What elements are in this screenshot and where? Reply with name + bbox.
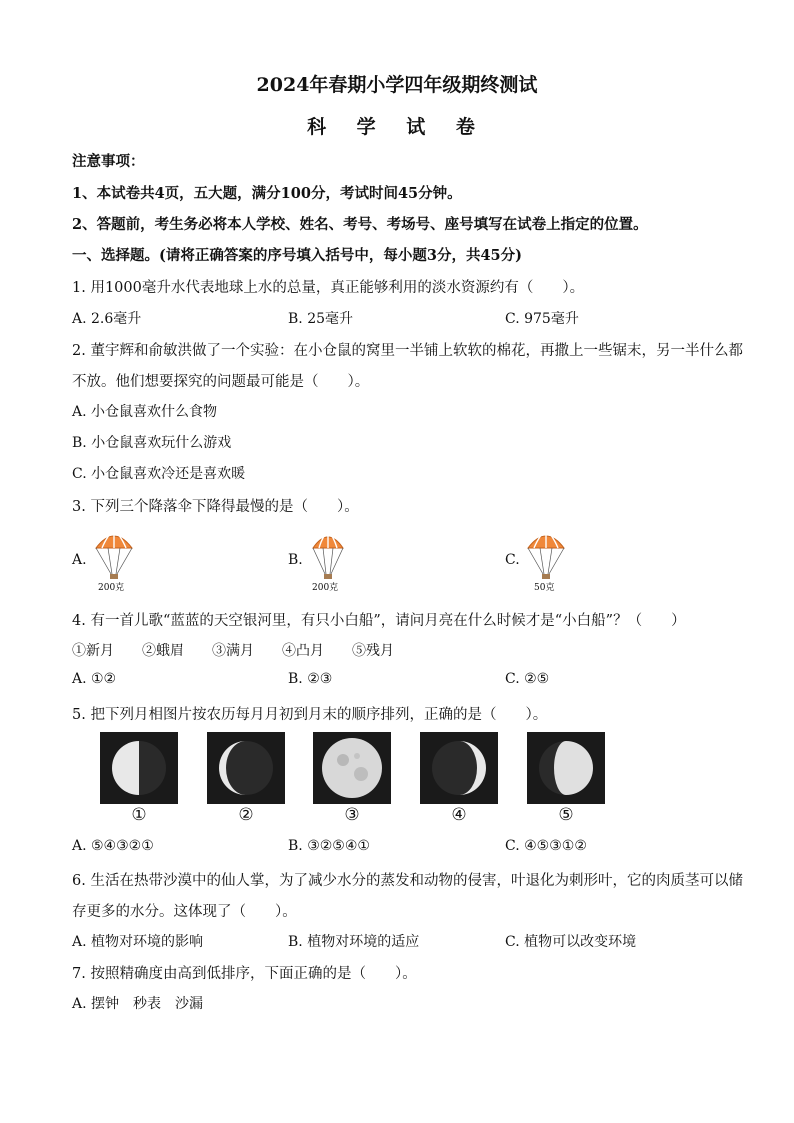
q1-option-a: A. 2.6毫升 bbox=[72, 311, 142, 327]
q2-option-a: A. 小仓鼠喜欢什么食物 bbox=[72, 404, 218, 420]
moon-first-quarter-icon bbox=[100, 732, 178, 804]
q6-stem-line1: 6. 生活在热带沙漠中的仙人掌，为了减少水分的蒸发和动物的侵害，叶退化为刺形叶，它的肉质茎可以储 bbox=[72, 873, 743, 889]
parachute-a-icon bbox=[94, 530, 134, 592]
q4-option-c: C. ②⑤ bbox=[505, 671, 550, 687]
q1-option-c: C. 975毫升 bbox=[505, 311, 579, 327]
q5-label-3: ③ bbox=[344, 805, 360, 825]
q5-label-5: ⑤ bbox=[558, 805, 574, 825]
q2-stem-line2: 不放。他们想要探究的问题最可能是（ ）。 bbox=[72, 374, 370, 390]
notice-item-1: 1、本试卷共4页，五大题，满分100分，考试时间45分钟。 bbox=[72, 185, 462, 202]
notice-item-2: 2、答题前，考生务必将本人学校、姓名、考号、考场号、座号填写在试卷上指定的位置。 bbox=[72, 216, 648, 233]
q7-stem: 7. 按照精确度由高到低排序，下面正确的是（ ）。 bbox=[72, 966, 417, 982]
q5-label-4: ④ bbox=[451, 805, 467, 825]
q4-stem: 4. 有一首儿歌“蓝蓝的天空银河里，有只小白船”，请问月亮在什么时候才是“小白船”？（ ） bbox=[72, 613, 686, 629]
q2-stem-line1: 2. 董宇辉和俞敏洪做了一个实验：在小仓鼠的窝里一半铺上软软的棉花，再撒上一些锯末，另一半什么都 bbox=[72, 343, 743, 359]
q5-option-a: A. ⑤④③②① bbox=[72, 838, 154, 854]
q6-option-a: A. 植物对环境的影响 bbox=[72, 934, 204, 950]
q6-option-c: C. 植物可以改变环境 bbox=[505, 934, 637, 950]
section-heading: 一、选择题。(请将正确答案的序号填入括号中，每小题3分，共45分) bbox=[72, 247, 522, 264]
q3-weight-c: 50克 bbox=[534, 583, 555, 593]
q5-stem: 5. 把下列月相图片按农历每月月初到月末的顺序排列，正确的是（ ）。 bbox=[72, 707, 548, 723]
q7-option-a: A. 摆钟 秒表 沙漏 bbox=[72, 996, 204, 1012]
q5-label-2: ② bbox=[238, 805, 254, 825]
q1-stem: 1. 用1000毫升水代表地球上水的总量，真正能够利用的淡水资源约有（ ）。 bbox=[72, 280, 585, 296]
parachute-b-icon bbox=[310, 530, 346, 592]
q5-option-b: B. ③②⑤④① bbox=[288, 838, 370, 854]
q6-stem-line2: 存更多的水分。这体现了（ ）。 bbox=[72, 904, 297, 920]
q1-option-b: B. 25毫升 bbox=[288, 311, 354, 327]
q3-option-a: A. bbox=[72, 552, 87, 568]
exam-title: 2024年春期小学四年级期终测试 bbox=[256, 74, 538, 96]
q6-option-b: B. 植物对环境的适应 bbox=[288, 934, 420, 950]
q3-stem: 3. 下列三个降落伞下降得最慢的是（ ）。 bbox=[72, 499, 359, 515]
q2-option-c: C. 小仓鼠喜欢冷还是喜欢暖 bbox=[72, 466, 246, 482]
notice-heading: 注意事项： bbox=[72, 153, 145, 170]
q3-weight-b: 200克 bbox=[312, 583, 339, 593]
parachute-c-icon bbox=[526, 530, 566, 592]
q4-choice-2: ②蛾眉 bbox=[142, 643, 184, 659]
moon-waxing-crescent-icon bbox=[420, 732, 498, 804]
q5-option-c: C. ④⑤③①② bbox=[505, 838, 587, 854]
q4-choice-3: ③满月 bbox=[212, 643, 254, 659]
q3-weight-a: 200克 bbox=[98, 583, 125, 593]
moon-waning-crescent-icon bbox=[207, 732, 285, 804]
q3-option-c: C. bbox=[505, 552, 520, 568]
q4-choice-1: ①新月 bbox=[72, 643, 114, 659]
q2-option-b: B. 小仓鼠喜欢玩什么游戏 bbox=[72, 435, 232, 451]
q5-label-1: ① bbox=[131, 805, 147, 825]
q3-option-b: B. bbox=[288, 552, 303, 568]
q4-choice-4: ④凸月 bbox=[282, 643, 324, 659]
moon-waning-gibbous-icon bbox=[527, 732, 605, 804]
exam-subtitle: 科 学 试 卷 bbox=[307, 116, 487, 138]
q4-option-a: A. ①② bbox=[72, 671, 117, 687]
q4-choice-5: ⑤残月 bbox=[352, 643, 394, 659]
q4-option-b: B. ②③ bbox=[288, 671, 333, 687]
moon-full-icon bbox=[313, 732, 391, 804]
